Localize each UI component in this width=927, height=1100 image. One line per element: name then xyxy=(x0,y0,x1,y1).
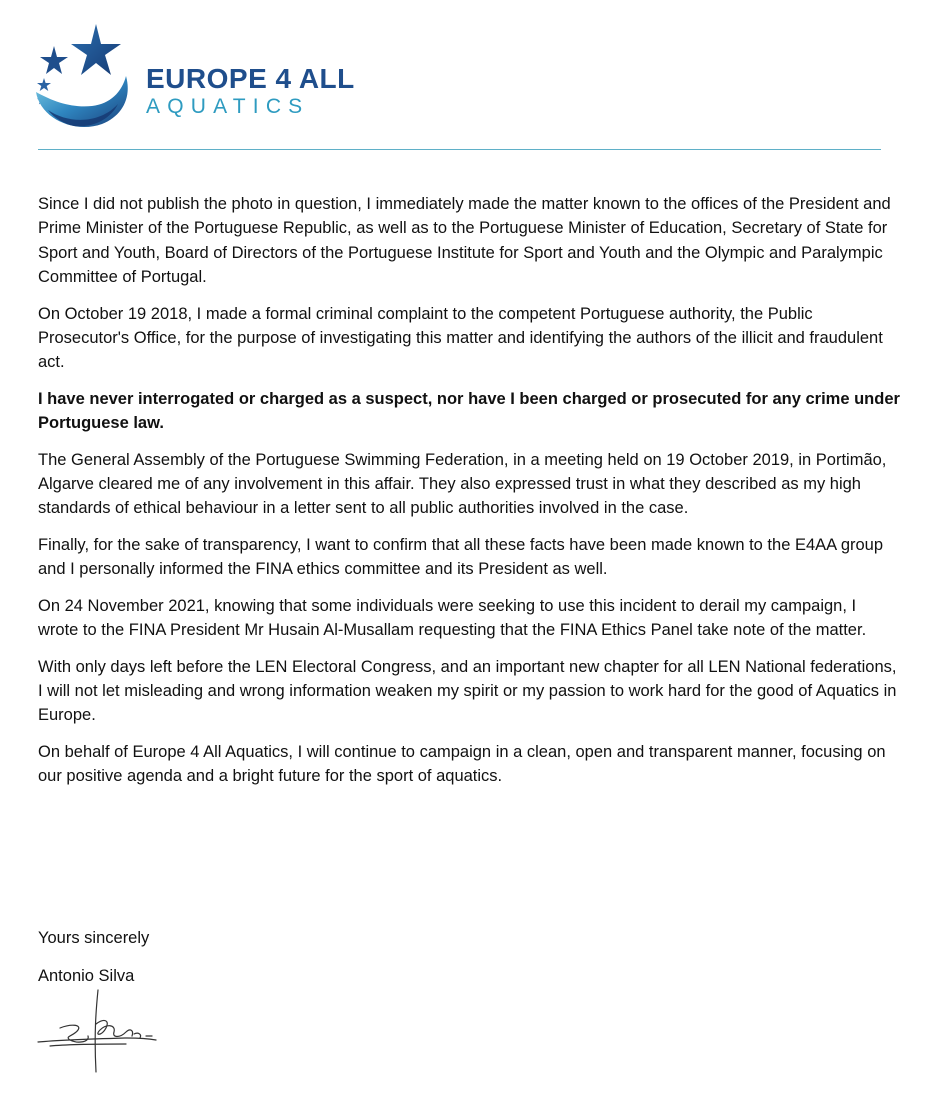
org-name-line2: AQUATICS xyxy=(146,95,310,118)
signatory-name: Antonio Silva xyxy=(38,967,135,985)
handwritten-signature-icon xyxy=(30,984,170,1079)
org-name xyxy=(146,64,355,120)
paragraph-4: The General Assembly of the Portuguese Swimming Federation, in a meeting held on 19 October 2019, in Portimão, Algarve cleared me of any involvement in this affair. They also expressed trust in what they described as my high standards of ethical behaviour in a letter sent to all public authorities involved in the case. xyxy=(38,450,887,518)
paragraph-7: With only days left before the LEN Electoral Congress, and an important new chapter for all LEN National federations, I will not let misleading and wrong information weaken my spirit or my passion to work hard for the good of Aquatics in Europe. xyxy=(38,657,897,725)
header-divider xyxy=(38,149,881,150)
stars-wave-logo-icon xyxy=(30,20,135,135)
salutation: Yours sincerely xyxy=(38,929,150,947)
paragraph-1: Since I did not publish the photo in question, I immediately made the matter known to the offices of the President and Prime Minister of the Portuguese Republic, as well as to the Portuguese Minister of Education, Secretary of State for Sport and Youth, Board of Directors of the Portuguese Institute for Sport and Youth and the Olympic and Paralympic Committee of Portugal. xyxy=(38,195,891,287)
paragraph-5: Finally, for the sake of transparency, I want to confirm that all these facts have been made known to the E4AA group and I personally informed the FINA ethics committee and its President as well. xyxy=(38,535,884,579)
letter-body xyxy=(38,192,900,801)
paragraph-2: On October 19 2018, I made a formal criminal complaint to the competent Portuguese authority, the Public Prosecutor's Office, for the purpose of investigating this matter and identifying the authors of the illicit and fraudulent act. xyxy=(38,304,883,372)
paragraph-8: On behalf of Europe 4 All Aquatics, I will continue to campaign in a clean, open and transparent manner, focusing on our positive agenda and a bright future for the sport of aquatics. xyxy=(38,742,886,786)
paragraph-6: On 24 November 2021, knowing that some individuals were seeking to use this incident to derail my campaign, I wrote to the FINA President Mr Husain Al-Musallam requesting that the FINA Ethics Panel take note of the matter. xyxy=(38,596,867,640)
paragraph-3-bold: I have never interrogated or charged as a suspect, nor have I been charged or prosecuted for any crime under Portuguese law. xyxy=(38,389,900,433)
letterhead xyxy=(30,20,390,135)
org-name-line1: EUROPE 4 ALL xyxy=(146,63,355,94)
